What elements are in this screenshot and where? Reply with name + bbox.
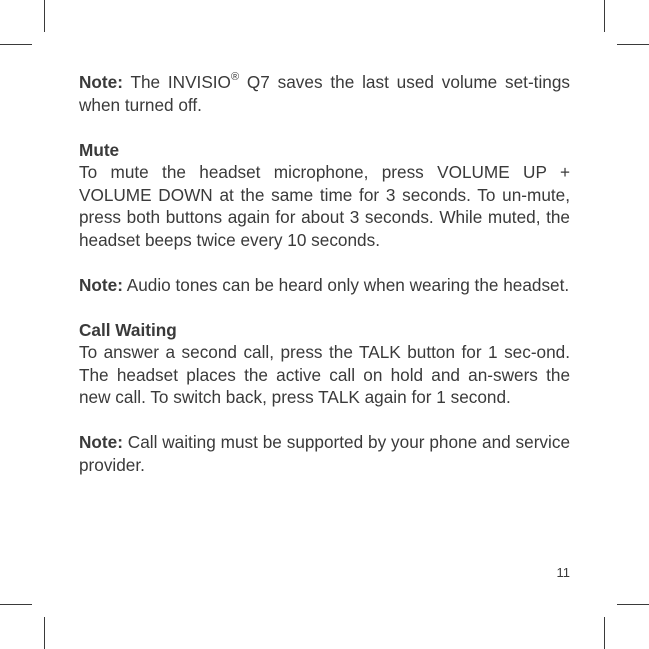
crop-mark-bottom-left-horizontal: [0, 604, 32, 605]
spacer: [79, 409, 570, 432]
section-heading-call-waiting: Call Waiting: [79, 319, 177, 340]
note-label: Note:: [79, 274, 123, 295]
spacer: [79, 296, 570, 319]
note-text: Audio tones can be heard only when wearing the headset.: [122, 274, 570, 295]
spacer: [79, 251, 570, 274]
note-text-part-a: The INVISIO: [122, 72, 231, 92]
note-audio-tones: [79, 274, 570, 297]
note-text-part-b: Q7 saves the last used volume set-tings when turned off.: [79, 72, 570, 115]
note-label: Note:: [79, 432, 123, 452]
crop-mark-bottom-left-vertical: [44, 617, 45, 649]
call-waiting-instructions: To answer a second call, press the TALK button for 1 sec-ond. The headset places the active call on hold and an-swers the new call. To switch back, press TALK again for 1 second.: [79, 342, 570, 407]
note-call-waiting-support: [79, 431, 570, 476]
note-text: Call waiting must be supported by your phone and service provider.: [79, 432, 570, 475]
spacer: [79, 116, 570, 139]
note-label: Note:: [79, 72, 123, 92]
section-heading-mute: Mute: [79, 139, 120, 160]
registered-mark: ®: [230, 71, 240, 84]
note-volume-memory: [79, 71, 570, 116]
crop-mark-top-right-vertical: [604, 0, 605, 32]
crop-mark-top-left-vertical: [44, 0, 45, 32]
page-number: 11: [556, 565, 570, 580]
page-content: [79, 71, 570, 476]
mute-instructions: To mute the headset microphone, press VOLUME UP + VOLUME DOWN at the same time for 3 seconds. To un-mute, press both buttons again for about 3 seconds. While muted, the headset beeps twice every 10 seconds.: [79, 162, 570, 250]
crop-mark-bottom-right-vertical: [604, 617, 605, 649]
crop-mark-top-right-horizontal: [617, 44, 649, 45]
crop-mark-bottom-right-horizontal: [617, 604, 649, 605]
crop-mark-top-left-horizontal: [0, 44, 32, 45]
